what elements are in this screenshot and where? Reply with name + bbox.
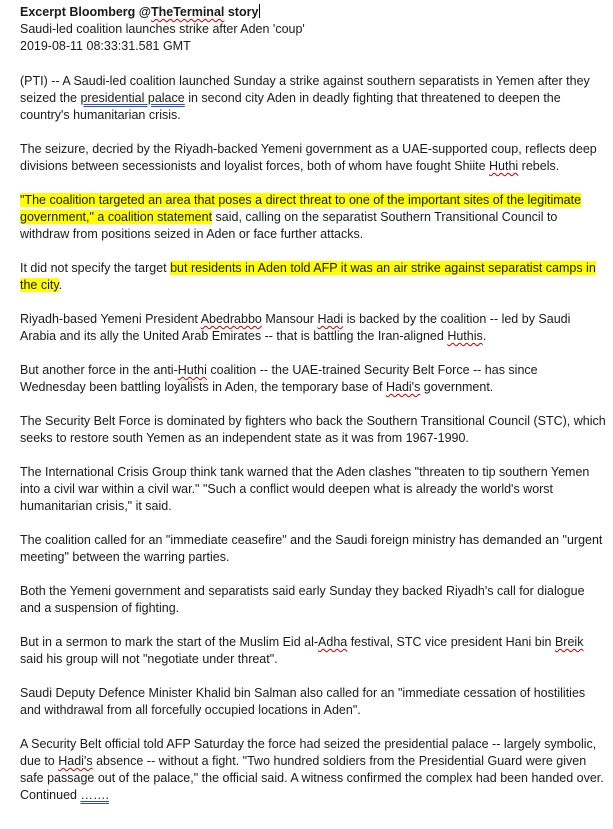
headline: Saudi-led coalition launches strike after Aden 'coup' (20, 22, 305, 36)
document-title (20, 4, 606, 21)
highlighted-text: "The coalition targeted an area that poses a direct threat to one of the important sites of the legitimate government," a coalition statement (20, 193, 582, 224)
paragraph-11-text-c: festival, STC vice president Hani bin (347, 635, 555, 649)
paragraph-2 (20, 141, 606, 175)
grammar-flag[interactable]: ……. (80, 788, 109, 802)
paragraph-6 (20, 362, 606, 396)
spelling-flag[interactable]: Breik (554, 635, 584, 649)
highlighted-text: but residents in Aden told AFP it was an air strike against separatist camps in the city (20, 261, 596, 292)
paragraph-6-text-a: But another force in the anti- (20, 363, 178, 377)
spelling-flag[interactable]: Huthi (177, 363, 207, 377)
spelling-flag[interactable]: Huthis (447, 329, 483, 343)
paragraph-1-text-c: in second city Aden in deadly fighting that threatened to deepen the country's humanitarian crisis. (20, 91, 561, 122)
spelling-flag[interactable]: Hadi's (58, 754, 93, 768)
title-handle: TheTerminal (150, 5, 225, 19)
continued-label: Continued (20, 788, 81, 802)
paragraph-6-text-c: coalition -- the UAE-trained Security Belt Force -- has since Wednesday been battling loyalists in Aden, the temporary base of (20, 363, 538, 394)
paragraph-11 (20, 634, 606, 668)
paragraph-4-text-a: It did not specify the target (20, 261, 171, 275)
spelling-flag[interactable]: Huthi (489, 159, 519, 173)
paragraph-13-text-c: absence -- without a fight. "Two hundred soldiers from the Presidential Guard were given safe passage out of the palace," the official said. A witness confirmed the complex had been handed over. (20, 754, 604, 785)
paragraph-6-text-e: government. (420, 380, 494, 394)
grammar-flag[interactable]: presidential palace (80, 91, 185, 105)
paragraph-13 (20, 736, 606, 787)
paragraph-4-text-c: . (58, 278, 63, 292)
paragraph-12: Saudi Deputy Defence Minister Khalid bin Salman also called for an "immediate cessation of hostilities and withdrawal from all forcefully occupied locations in Aden". (20, 686, 586, 717)
timestamp: 2019-08-11 08:33:31.581 GMT (20, 39, 191, 53)
spelling-flag[interactable]: Adha (318, 635, 348, 649)
title-prefix: Excerpt Bloomberg @ (20, 5, 151, 19)
paragraph-4 (20, 260, 606, 294)
spelling-flag[interactable]: Hadi (317, 312, 344, 326)
paragraph-3-text: said, calling on the separatist Southern Transitional Council to withdraw from positions seized in Aden or face further attacks. (20, 210, 558, 241)
paragraph-2-text-c: rebels. (518, 159, 560, 173)
paragraph-1-text-a: (PTI) -- A Saudi-led coalition launched Sunday a strike against southern separatists in Yemen after they seized the (20, 74, 590, 105)
continued-line (20, 787, 606, 804)
text-cursor (259, 4, 260, 18)
paragraph-11-text-a: But in a sermon to mark the start of the Muslim Eid al- (20, 635, 319, 649)
paragraph-5-text-c: Mansour (261, 312, 318, 326)
paragraph-5-text-g: . (482, 329, 487, 343)
spelling-flag[interactable]: Abedrabbo (200, 312, 262, 326)
paragraph-9: The coalition called for an "immediate ceasefire" and the Saudi foreign ministry has demanded an "urgent meeting" between the warring parties. (20, 533, 603, 564)
paragraph-7: The Security Belt Force is dominated by fighters who back the Southern Transitional Council (STC), which seeks to restore south Yemen as an independent state as it was from 1967-1990. (20, 414, 606, 445)
paragraph-8: The International Crisis Group think tank warned that the Aden clashes "threaten to tip southern Yemen into a civil war within a civil war." "Such a conflict would deepen what is already the world's worst humanitarian crisis," it said. (20, 465, 590, 513)
paragraph-5-text-e: is backed by the coalition -- led by Saudi Arabia and its ally the United Arab Emirates -- that is battling the Iran-aligned (20, 312, 571, 343)
paragraph-5 (20, 311, 606, 345)
paragraph-5-text-a: Riyadh-based Yemeni President (20, 312, 201, 326)
paragraph-3 (20, 192, 606, 243)
paragraph-11-text-e: said his group will not "negotiate under threat". (20, 652, 278, 666)
paragraph-13-text-a: A Security Belt official told AFP Saturday the force had seized the presidential palace -- largely symbolic, due to (20, 737, 597, 768)
document-body[interactable] (20, 4, 606, 804)
spelling-flag[interactable]: Hadi's (385, 380, 421, 394)
paragraph-10: Both the Yemeni government and separatists said early Sunday they backed Riyadh's call for dialogue and a suspension of fighting. (20, 584, 585, 615)
paragraph-2-text-a: The seizure, decried by the Riyadh-backed Yemeni government as a UAE-supported coup, reflects deep divisions between secessionists and loyalist forces, both of whom have fought Shiite (20, 142, 597, 173)
paragraph-1 (20, 73, 606, 124)
title-suffix: story (224, 5, 259, 19)
